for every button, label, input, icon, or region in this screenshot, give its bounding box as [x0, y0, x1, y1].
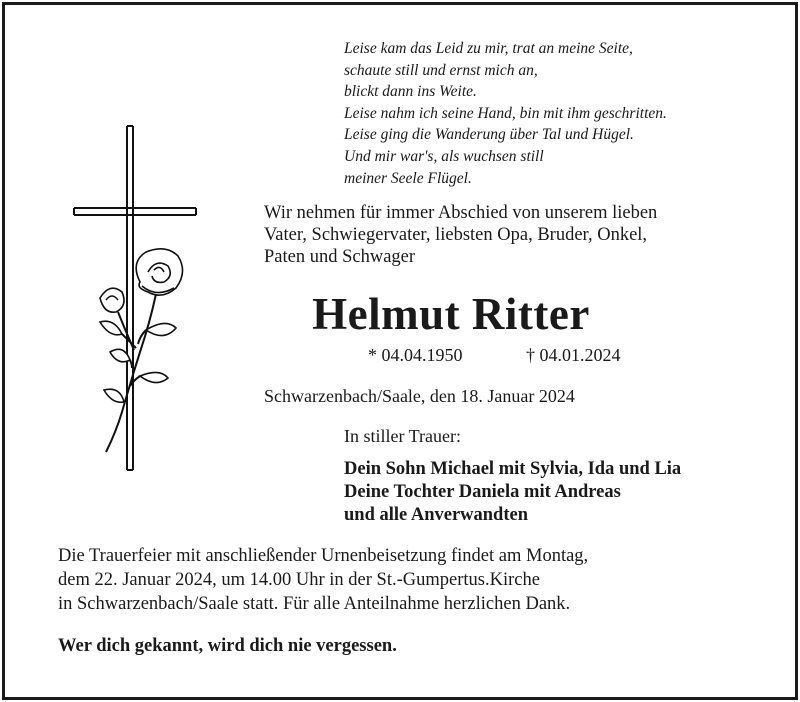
ceremony-line: in Schwarzenbach/Saale statt. Für alle Anteilnahme herzlichen Dank.	[58, 594, 571, 614]
birth-date	[368, 345, 463, 366]
closing-line: Wer dich gekannt, wird dich nie vergessen.	[58, 636, 397, 656]
mourner-line: und alle Anverwandten	[344, 505, 529, 525]
poem-line: blickt dann ins Weite.	[344, 83, 477, 101]
poem-line: Leise ging die Wanderung über Tal und Hügel.	[344, 126, 634, 144]
poem-verse	[344, 38, 667, 189]
birth-date-value: 04.04.1950	[381, 345, 463, 365]
death-dagger-icon: †	[526, 345, 535, 365]
ceremony-info	[58, 544, 588, 616]
death-date	[526, 345, 621, 366]
place-and-date: Schwarzenbach/Saale, den 18. Januar 2024	[264, 386, 575, 406]
death-date-value: 04.01.2024	[539, 345, 621, 365]
ceremony-line: dem 22. Januar 2024, um 14.00 Uhr in der St.-Gumpertus.Kirche	[58, 570, 540, 590]
poem-line: Leise kam das Leid zu mir, trat an meine Seite,	[344, 40, 633, 57]
mourning-label: In stiller Trauer:	[344, 426, 461, 446]
mourner-line: Dein Sohn Michael mit Sylvia, Ida und Lia	[344, 459, 682, 479]
farewell-intro	[264, 202, 657, 268]
birth-star-icon: *	[368, 345, 377, 365]
poem-line: Leise nahm ich seine Hand, bin mit ihm geschritten.	[344, 104, 667, 122]
deceased-name: Helmut Ritter	[312, 289, 590, 339]
intro-line: Wir nehmen für immer Abschied von unserem lieben	[264, 203, 658, 223]
ceremony-line: Die Trauerfeier mit anschließender Urnenbeisetzung findet am Montag,	[58, 546, 589, 566]
poem-line: schaute still und ernst mich an,	[344, 61, 538, 79]
intro-line: Paten und Schwager	[264, 247, 416, 267]
mourners-list	[344, 458, 681, 527]
poem-line: Und mir war's, als wuchsen still	[344, 147, 544, 165]
intro-line: Vater, Schwiegervater, liebsten Opa, Bruder, Onkel,	[264, 225, 648, 245]
poem-line: meiner Seele Flügel.	[344, 169, 472, 187]
mourner-line: Deine Tochter Daniela mit Andreas	[344, 482, 621, 502]
